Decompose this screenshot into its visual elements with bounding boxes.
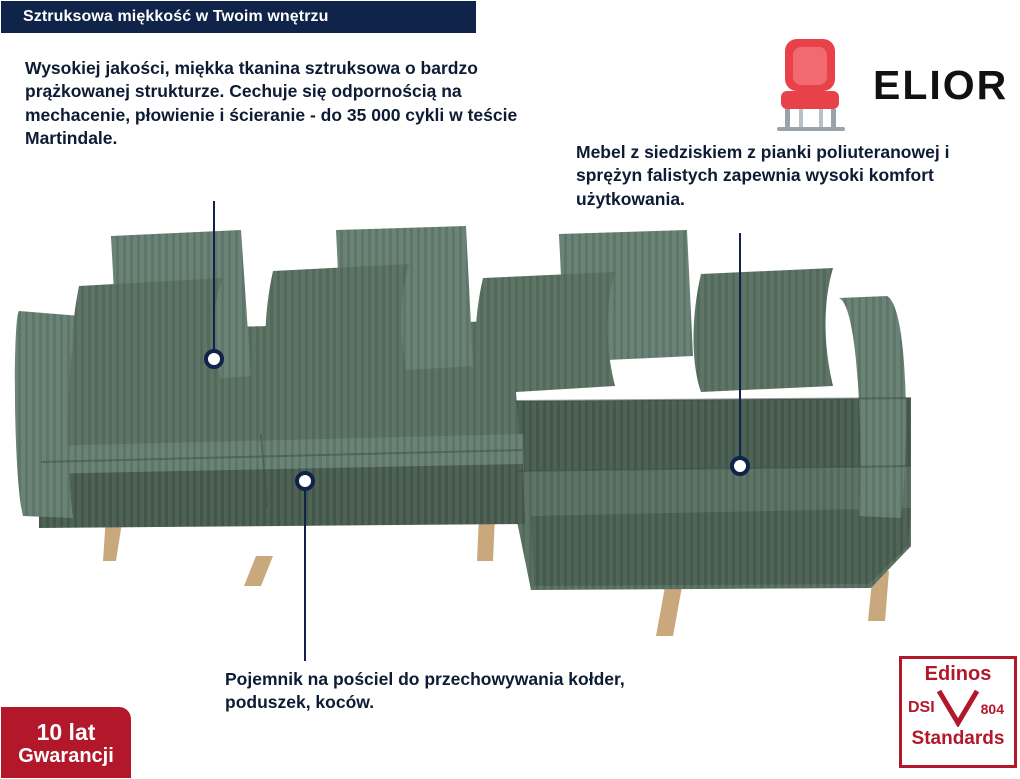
corner-sofa-illustration: [11, 216, 911, 666]
callout-dot-fabric[interactable]: [204, 349, 224, 369]
certificate-name: Edinos: [924, 663, 992, 685]
brand-logo: [763, 35, 1013, 135]
callout-dot-foam[interactable]: [730, 456, 750, 476]
callout-text-fabric: Wysokiej jakości, miękka tkanina sztruksowa o bardzo prążkowanej strukturze. Cechuje się odpornością na mechacenie, płowienie i ścieranie - do 35 000 cykli w teście Martindale.: [25, 58, 518, 148]
throw-pillow-1: [73, 278, 224, 391]
certificate-middle: [902, 685, 1014, 729]
header-banner: [1, 1, 476, 33]
certificate-code: DSI: [908, 699, 935, 716]
throw-pillow-4: [694, 268, 834, 392]
leader-line-foam: [739, 233, 741, 458]
page-title: Sztruksowa miękkość w Twoim wnętrzu: [23, 8, 329, 25]
warranty-years: 10 lat: [36, 719, 96, 746]
throw-pillow-2: [266, 264, 410, 388]
checkmark-icon: [935, 687, 981, 732]
warranty-badge: [1, 707, 131, 779]
red-chair-icon: [763, 35, 859, 135]
certificate-badge: [899, 656, 1017, 768]
chaise-front: [531, 508, 911, 586]
certificate-label: Standards: [911, 728, 1005, 749]
leader-line-storage: [304, 491, 306, 661]
callout-text-storage: Pojemnik na pościel do przechowywania kołder, poduszek, koców.: [225, 669, 625, 713]
certificate-number: 804: [980, 701, 1004, 717]
leader-line-fabric: [213, 201, 215, 351]
brand-name: ELIOR: [873, 61, 1009, 108]
throw-pillow-3: [476, 272, 616, 394]
callout-text-foam: Mebel z siedziskiem z pianki poliuteranowej i sprężyn falistych zapewnia wysoki komfort użytkowania.: [576, 142, 950, 209]
warranty-label: Gwarancji: [18, 744, 114, 767]
callout-dot-storage[interactable]: [295, 471, 315, 491]
sofa-storage-front: [39, 464, 525, 528]
